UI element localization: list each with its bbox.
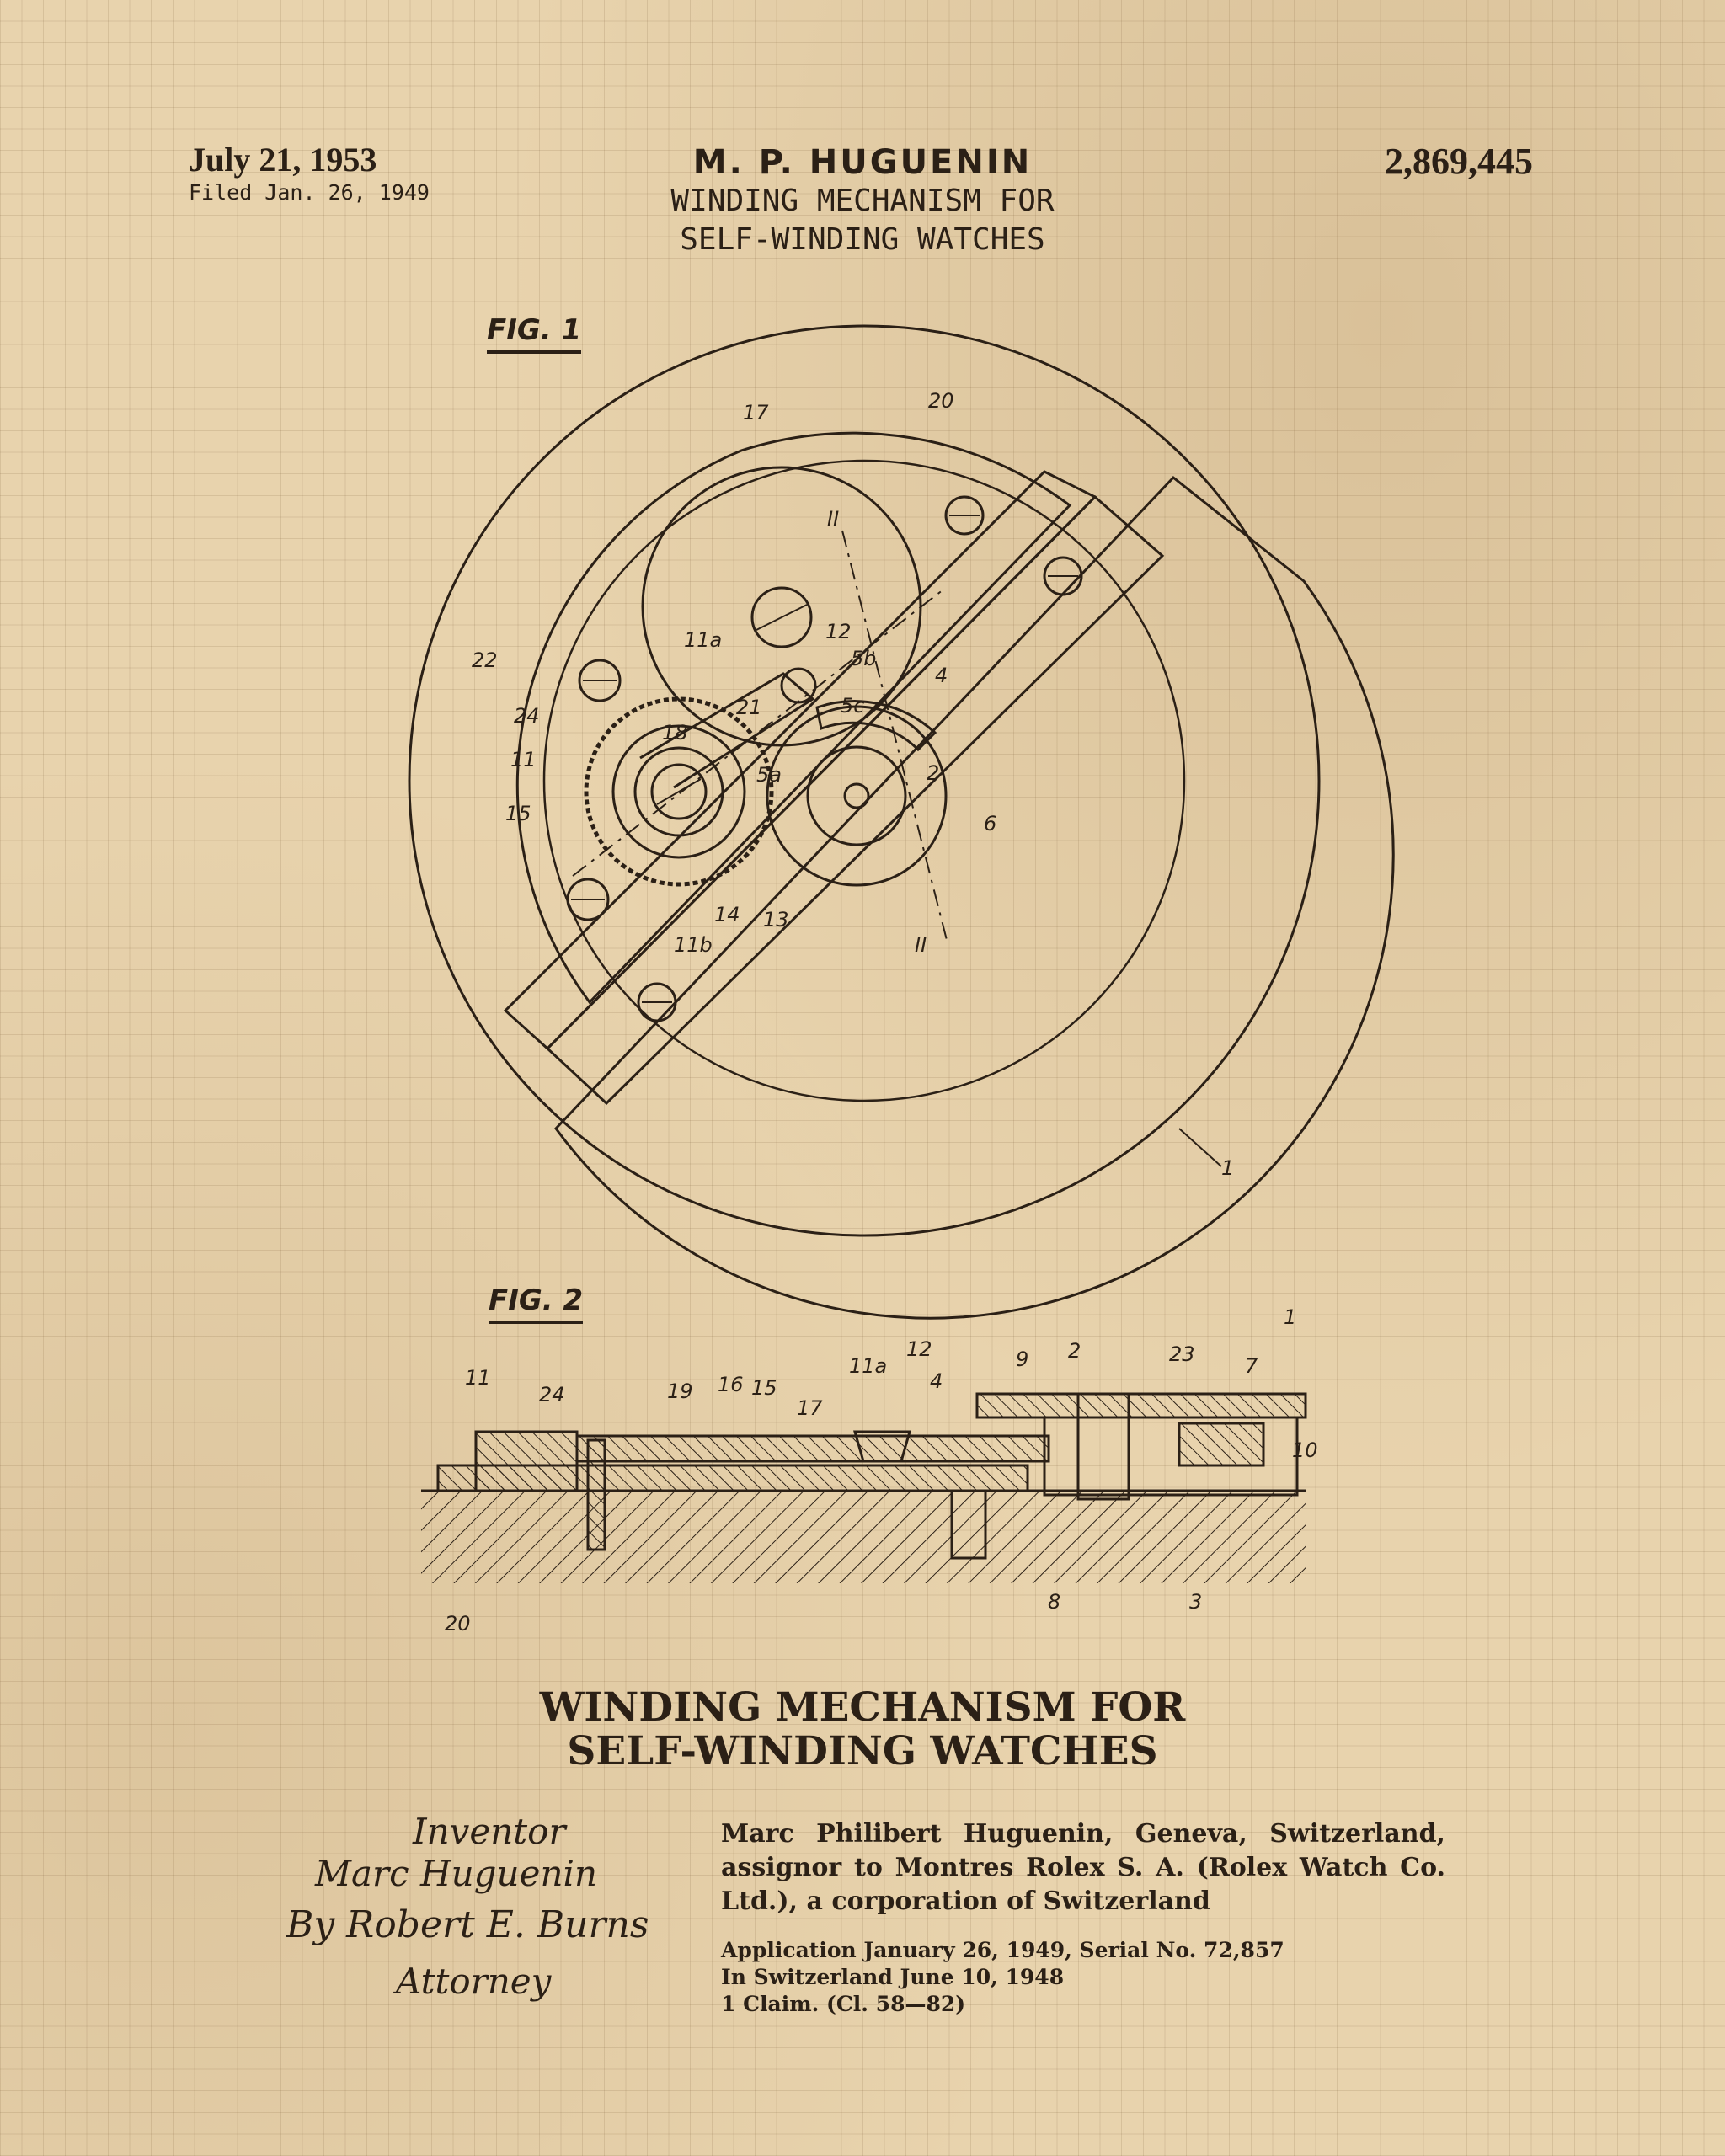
fig1-ref: 4: [935, 664, 948, 687]
fig1-ref: 6: [984, 812, 997, 835]
fig1-ref: 1: [1221, 1156, 1235, 1180]
inventor-label: Inventor: [413, 1811, 566, 1852]
fig1-ref: 17: [743, 401, 769, 424]
fig2-ref: 16: [718, 1373, 744, 1396]
layer-lower: [438, 1465, 1028, 1491]
assignor-text: Marc Philibert Huguenin, Geneva, Switzerland, assignor to Montres Rolex S. A. (Rolex Watch Co. Ltd.), a corporation of Switzerland: [721, 1819, 1445, 1916]
wheel-2-inner: [845, 784, 868, 808]
application-line: Application January 26, 1949, Serial No. 72,857: [721, 1938, 1284, 1962]
header-title-line-1: WINDING MECHANISM FOR: [670, 184, 1055, 218]
fig1-ref: 24: [514, 704, 540, 728]
fig2-ref: 12: [906, 1337, 932, 1361]
watch-case-outer: [409, 326, 1319, 1235]
fig1-ref: 5a: [756, 763, 782, 787]
fig1-ref: 11a: [684, 628, 723, 652]
patent-date: July 21, 1953: [189, 141, 377, 179]
main-title: [357, 1686, 1368, 1774]
base-plate-20: [421, 1491, 1306, 1583]
fig2-drawing: [421, 1394, 1306, 1583]
fig1-label: FIG. 1: [487, 313, 581, 354]
fig1-ref: 11b: [674, 933, 713, 957]
fig1-ref: 20: [928, 389, 954, 413]
application-details: [721, 1937, 1445, 2018]
fig2-ref: 19: [667, 1380, 693, 1403]
filed-date: Filed Jan. 26, 1949: [189, 180, 430, 205]
fig2-label: FIG. 2: [489, 1283, 583, 1324]
fig2-ref: 15: [751, 1376, 777, 1400]
fig2-ref: 3: [1189, 1590, 1203, 1614]
fig2-ref: 7: [1245, 1354, 1258, 1378]
fig2-ref: 2: [1068, 1339, 1081, 1363]
fig1-ref: 5c: [841, 694, 865, 718]
fig2-ref: 10: [1292, 1438, 1318, 1462]
fig1-drawing: [409, 326, 1393, 1318]
fig2-ref: 11a: [849, 1354, 888, 1378]
fig1-ref: 12: [825, 620, 852, 643]
main-title-line-2: SELF-WINDING WATCHES: [567, 1728, 1158, 1774]
fig2-ref: 8: [1048, 1590, 1061, 1614]
switzerland-line: In Switzerland June 10, 1948: [721, 1965, 1065, 1989]
fig1-ref: 14: [714, 903, 740, 926]
wheel-2-mid: [808, 747, 905, 845]
attorney-label: Attorney: [396, 1961, 552, 2002]
fig2-ref: 20: [445, 1612, 471, 1636]
header-title-line-2: SELF-WINDING WATCHES: [680, 222, 1045, 257]
main-title-line-1: WINDING MECHANISM FOR: [539, 1684, 1186, 1731]
fig2-ref: 4: [930, 1369, 943, 1393]
spring-19: [588, 1440, 605, 1550]
layer-17-section: [577, 1436, 1049, 1461]
inventor-name: M. P. HUGUENIN: [692, 143, 1033, 182]
fig2-ref: 23: [1169, 1342, 1195, 1366]
inventor-signature: Marc Huguenin: [315, 1853, 597, 1894]
fig1-ref: 22: [472, 648, 498, 672]
leader-1: [1179, 1129, 1221, 1166]
fig1-ref: 21: [736, 696, 762, 719]
fig1-ref: II: [915, 933, 927, 957]
hub-2-section: [977, 1394, 1306, 1417]
fig1-ref: 13: [763, 908, 789, 931]
fig2-ref: 11: [465, 1366, 491, 1390]
fig2-ref: 24: [539, 1383, 565, 1406]
fig2-ref: 1: [1284, 1305, 1297, 1329]
gear-7-section: [1179, 1423, 1263, 1465]
fig1-ref: 18: [662, 721, 688, 744]
signature-block: [278, 1811, 716, 2021]
fig1-ref: II: [827, 507, 840, 531]
fig1-ref: 15: [505, 802, 531, 825]
fig2-ref: 9: [1016, 1348, 1029, 1371]
fig2-ref: 17: [797, 1396, 823, 1420]
patent-number: 2,869,445: [1385, 141, 1533, 182]
claim-line: 1 Claim. (Cl. 58—82): [721, 1992, 966, 2016]
watch-case-inner: [544, 461, 1184, 1101]
fig1-ref: 11: [510, 748, 537, 771]
fig1-ref: 5b: [851, 647, 877, 670]
attorney-signature: By Robert E. Burns: [286, 1903, 649, 1946]
fig1-ref: 2: [927, 761, 940, 785]
